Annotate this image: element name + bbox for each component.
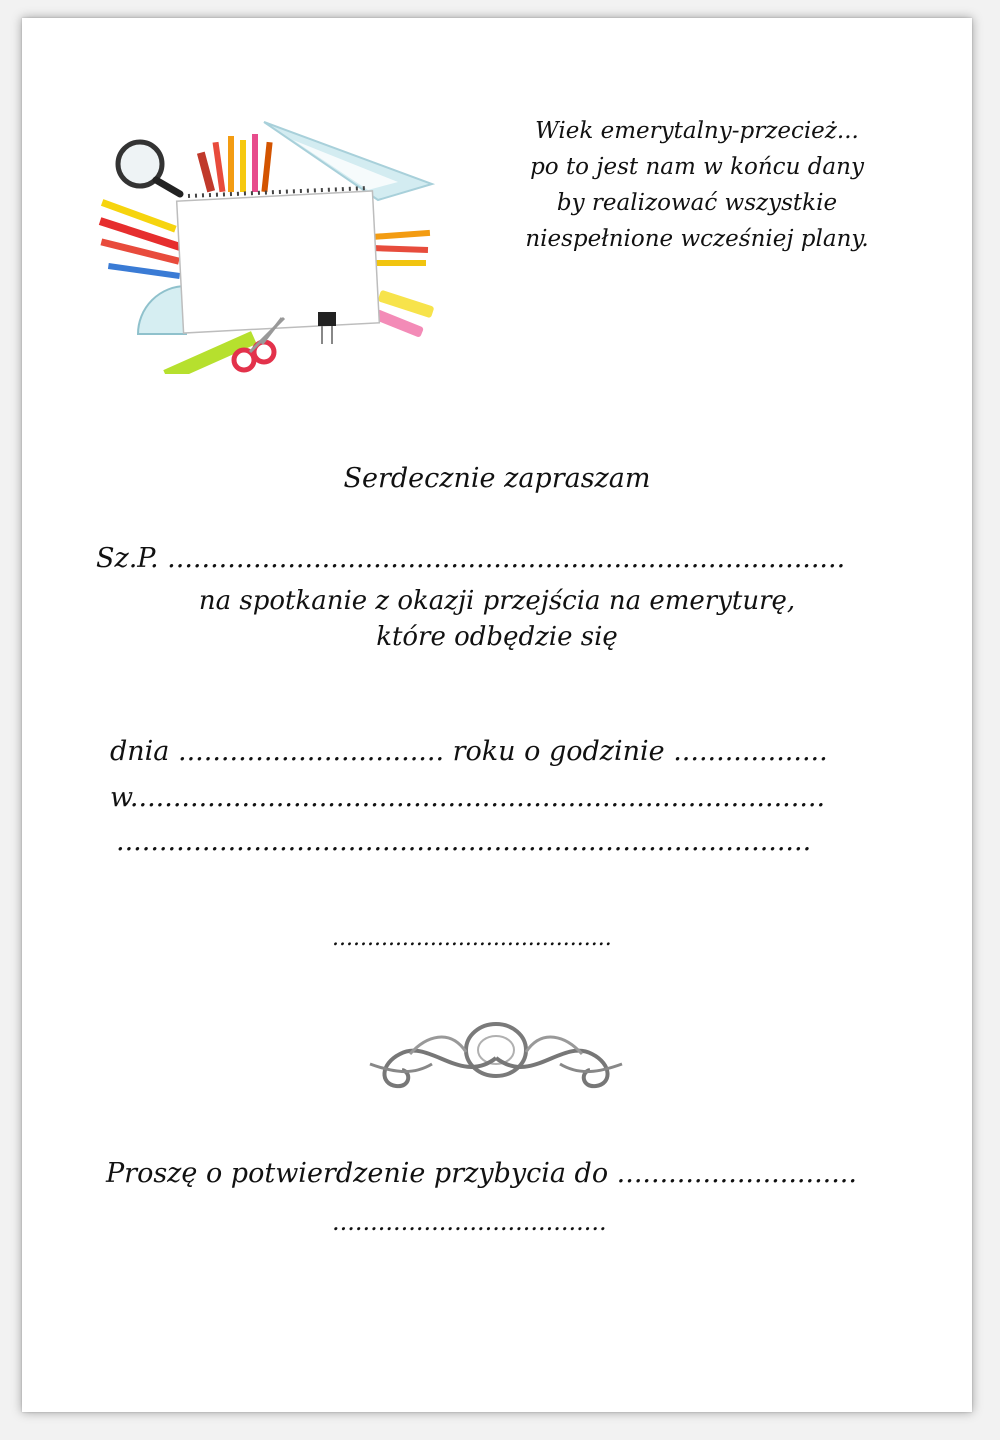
notepad-icon — [177, 188, 380, 333]
place-field-continued[interactable]: ................................................................................. — [116, 826, 812, 857]
poem — [492, 113, 902, 257]
signature-field[interactable]: ........................................ — [332, 926, 612, 951]
place-field[interactable]: w................................................................................. — [110, 782, 826, 813]
invitation-page — [22, 18, 972, 1412]
poem-line: Wiek emerytalny-przecież... — [535, 118, 859, 144]
school-supplies-illustration — [78, 112, 440, 374]
occasion-text-2: które odbędzie się — [376, 622, 618, 652]
set-square-icon — [264, 122, 432, 200]
invitee-field[interactable]: Sz.P. ............................................................................... — [96, 543, 846, 574]
rsvp-field-continued[interactable]: .................................... — [332, 1208, 607, 1236]
binder-clip-icon — [318, 312, 336, 344]
poem-line: niespełnione wcześniej plany. — [525, 226, 869, 252]
date-time-field[interactable]: dnia ............................... roku o godzinie .................. — [110, 736, 828, 767]
rsvp-field[interactable]: Proszę o potwierdzenie przybycia do ............................ — [106, 1158, 857, 1189]
poem-line: po to jest nam w końcu dany — [530, 154, 864, 180]
occasion-text: na spotkanie z okazji przejścia na emeryturę, — [198, 586, 796, 616]
greeting: Serdecznie zapraszam — [343, 463, 651, 494]
protractor-icon — [138, 286, 186, 334]
poem-line: by realizować wszystkie — [556, 190, 838, 216]
magnifier-icon — [118, 142, 180, 194]
ornament-divider-icon — [250, 1018, 742, 1108]
